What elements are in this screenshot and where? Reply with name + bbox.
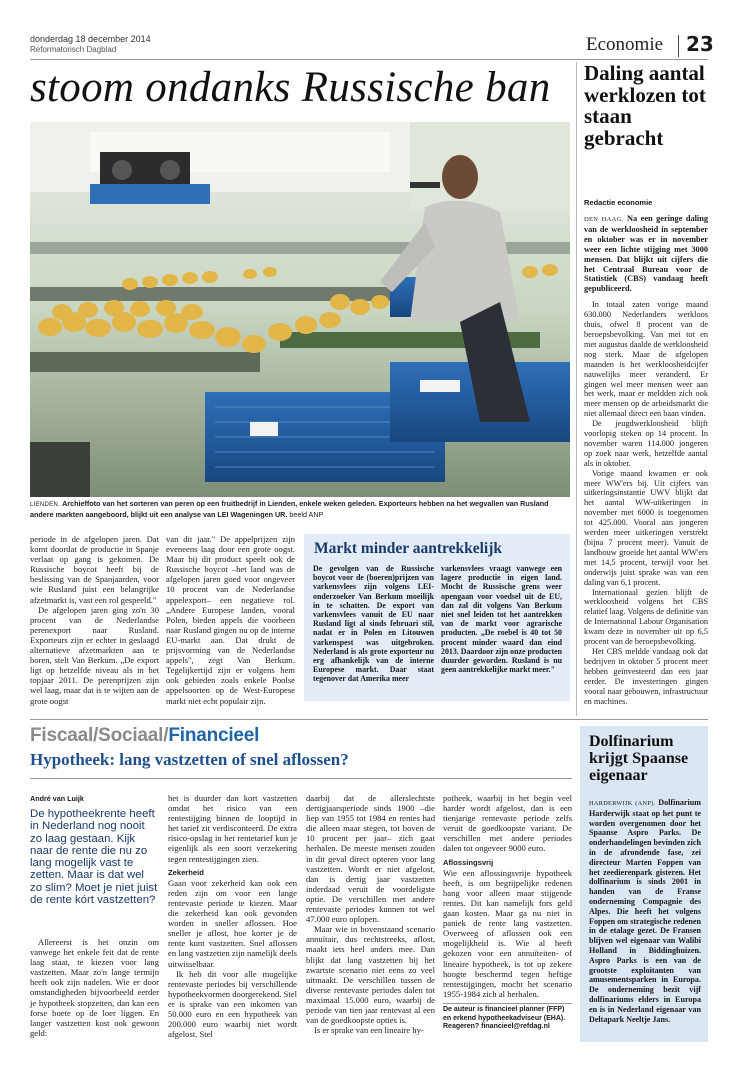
section-rule [30, 719, 708, 720]
unemployment-p4: Internationaal gezien blijft de werkloosheid volgens het CBS relatief laag. Volgens de definitie van de International Labour Organisation kwam deze in november uit op 6,5 procent van de beroepsbevolking. [584, 587, 708, 647]
fiscaal-col3-p2: Maar wie in bovenstaand scenario annuïtair, dus rechtstreeks, aflost, maakt iets heel anders mee. Dan blijkt dat lang vastzetten bij het zwartste scenario niet eens zo veel uitmaakt. De verschillen tussen de diverse rentevaste periodes dalen tot maximaal 15.000 euro, waarbij de periode van tien jaar rentevast al een van de goedkoopste opties is. [306, 924, 435, 1026]
section-divider [678, 35, 679, 57]
info-box [304, 534, 570, 701]
fiscaal-label-blue: Financieel [168, 725, 260, 746]
caption-credit: beeld ANP [289, 510, 324, 519]
main-col2-p1: van dit jaar." De appelprijzen zijn eveneens laag door een grote oogst. Maar bij dit product speelt ook de Russische boycot –het land was de afgelopen jaren goed voor ongeveer 10 procent van de Nederlandse appelexport– een negatieve rol. „Andere Europese landen, vooral Polen, bieden appels die voorheen naar Rusland gingen nu op de interne EU-markt aan. Dat drukt de prijsvorming van de Nederlandse appels", zegt Van Berkum. Tegelijkertijd zijn er volgens hem ook gebieden zoals enkele Poolse appelsoorten op de West-Europese markt niet echt populair zijn. [166, 534, 295, 706]
right-column-rule [576, 62, 577, 716]
dolfinarium-dateline: HARDERWIJK (ANP). [589, 800, 656, 807]
main-article-col2 [166, 534, 295, 706]
fiscaal-intro: De hypotheekrente heeft in Nederland nog nooit zo laag gestaan. Kijk naar de rente die nu zo lang mogelijk vast te zetten. Maar is dat wel zo slim? Moet je niet juist de rente kórt vastzetten? [30, 808, 158, 907]
box-col2: varkensvlees vraagt vanwege een lagere productie in eigen land. Mocht de Russische grens weer opengaan voor voedsel uit de EU, dan zal dit volgens Van Berkum niet snel leiden tot het aantrekken van de markt voor agrarische producten. „De roebel is 40 tot 50 procent minder waard dan eind 2013. Daardoor zijn onze producten duurder geworden. Rusland is nu geen aantrekkelijke markt meer." [441, 564, 562, 675]
box-col1: De gevolgen van de Russische boycot voor de (boeren)prijzen van varkensvlees zijn volgens LEI-onderzoeker Van Berkum moeilijk in te schatten. De export van varkensvlees vanuit de EU naar Rusland ligt al sinds februari stil, nadat er in Polen en Litouwen varkenspest was uitgebroken. Nederland is als grote exporteur nu erg afhankelijk van de interne Europese markt. Daar staat tegenover dat Amerika meer [313, 564, 434, 684]
main-article-col1 [30, 534, 159, 706]
fiscaal-col2-p1: het is duurder dan kort vastzetten omdat het risico van een rentestijging binnen de looptijd in het tarief zit verdisconteerd. De extra risico-opslag in het rentetarief kun je eigenlijk als een soort verzekering tegen rentestijgingen zien. [168, 793, 297, 864]
caption-text: Archieffoto van het sorteren van peren op een fruitbedrijf in Lienden, enkele weken geleden. Exporteurs hebben na het wegvallen van Rusland andere markten aangeboord, blijkt uit een analyse van LEI Wageningen UR. [30, 499, 549, 519]
fiscaal-author-note: De auteur is financieel planner (FFP) en erkend hypotheekadviseur (EHA). Reageren? financieel@refdag.nl [443, 1006, 566, 1031]
main-col1-p1: periode in de afgelopen jaren. Dat komt doordat de productie in Spanje verlaat op gang is gekomen. De Russische boycot heeft bij de beslissing van de Spanjaarden, voor wie Rusland juist een belangrijke afzetmarkt is, vast een rol gespeeld." [30, 534, 159, 605]
fiscaal-rule [30, 778, 572, 779]
unemployment-byline: Redactie economie [584, 198, 653, 207]
dolfinarium-body [589, 798, 701, 1024]
caption-place: LIENDEN. [30, 502, 61, 508]
unemployment-body [584, 214, 708, 706]
fiscaal-author: André van Luijk [30, 794, 84, 803]
unemployment-p5: Het CBS meldde vandaag ook dat bedrijven in oktober 5 procent meer hebben geïnvesteerd dan een jaar eerder. De investeringen gingen vooral naar gebouwen, infrastructuur en machines. [584, 646, 708, 706]
unemployment-p2: De jeugdwerkloosheid blijft voorlopig steken op 14 procent. In november waren 114.000 jongeren op zoek naar werk, hetzelfde aantal als in oktober. [584, 419, 708, 468]
main-col1-p2: De afgelopen jaren ging zo'n 30 procent van de Nederlandse perenexport naar Rusland. Exporteurs zijn er echter in geslaagd alternatieve afzetmarkten aan te boren, stelt Van Berkum. „De export ligt op hetzelfde niveau als in het topjaar 2011. De perenprijzen zijn wel laag, maar dat is te wijten aan de grote oogst [30, 604, 159, 706]
fiscaal-headline: Hypotheek: lang vastzetten of snel aflossen? [30, 750, 349, 769]
header-paper: Reformatorisch Dagblad [30, 45, 117, 54]
author-note-rule [443, 1003, 572, 1004]
fiscaal-col4-p1: potheek, waarbij in het begin veel harder wordt afgelost, dan is een tienjarige rentevaste periode zelfs veruit de goedkoopste variant. De verschillen met andere periodes dalen tot ongeveer 9000 euro. [443, 793, 572, 854]
unemployment-p1: In totaal zaten vorige maand 630.000 Nederlanders werkloos thuis, ofwel 8 procent van de beroepsbevolking. Van mei tot en met augustus daalde de werkloosheid nog sterk. Maar de afgelopen maanden is het werkloosheidcijfer nauwelijks meer veranderd. Er gingen wel meer mensen weer aan het werk, maar er meldden zich ook meer mensen op de arbeidsmarkt die niet allemaal direct een baan vinden. [584, 300, 708, 419]
fiscaal-col2-p3: Ik heb dit voor alle mogelijke rentevaste periodes bij verschillende hypotheekvormen doorgerekend. Stel er is sprake van een inkomen van 50.000 euro en een hypotheek van 200.000 euro waarbij niet wordt afgelost. Stel [168, 968, 297, 1040]
unemployment-headline: Daling aantal werklozen tot staan gebracht [584, 61, 706, 150]
fiscaal-col4-subhead: Aflossingsvrij [443, 857, 494, 867]
fiscaal-col2-subhead: Zekerheid [168, 867, 204, 877]
fiscaal-col3-p1: daarbij dat de allerslechtste dertigjaarsperiode sinds 1900 –die liep van 1955 tot 1984 en rentes had die alleen maar stegen, tot boven de 10 procent per jaar– zich gaat herhalen. De meeste mensen zouden in dit geval direct opteren voor lang vastzetten. Wordt er niet afgelost, dan is dertig jaar vastzetten inderdaad veruit de voordeligste optie. De verschillen met andere rentevaste periodes kunnen tot wel 47.000 euro oplopen. [306, 793, 435, 925]
header-date: donderdag 18 december 2014 [30, 34, 151, 44]
dolfinarium-lead: Dolfinarium Harderwijk staat op het punt te worden overgenomen door het Spaanse Aspro Parks. De onderhandelingen bevinden zich in de afrondende fase, zei directeur Marten Foppen van het zeedierenpark gisteren. Het dolfinarium is sinds 2001 in handen van de Franse onderneming Compagnie des Alpes. Die heeft het volgens Foppen om strategische redenen in de etalage gezet. De Fransen blijven wel eigenaar van Walibi Holland in Biddinghuizen. Aspro Parks is een van de grootste exploitanten van amusementsparken in Europa. De onderneming bezit vijf dolfinariums elders in Europa en is in Nederland eigenaar van Deltapark Neeltje Jans. [589, 798, 701, 1024]
unemployment-lead-text: Na een geringe daling van de werkloosheid in september en oktober was er in november weer een lichte stijging met 3000 mensen. Dat blijkt uit cijfers die het Centraal Bureau voor de Statistiek (CBS) vandaag heeft gepubliceerd. [584, 214, 709, 294]
fiscaal-col3 [306, 793, 435, 1035]
header-rule [30, 59, 708, 60]
fiscaal-col1-p1: Allereerst is het onzin om vanwege het enkele feit dat de rente laag staat, te kiezen voor lang vastzetten. Maar zo'n lange termijn heeft ook zijn nadelen. Wie er door omstandigheden bijvoorbeeld eerder je hypotheek stopzetten, dan kan een forse boete op de loer liggen. En langer vastzetten kost ook gewoon geld: [30, 937, 159, 1038]
dolfinarium-box [580, 726, 708, 1042]
page-number: 23 [686, 32, 714, 56]
fiscaal-col1 [30, 937, 159, 1038]
dolfinarium-headline: Dolfinarium krijgt Spaanse eigenaar [589, 733, 689, 784]
article-photo [30, 122, 570, 497]
unemployment-lead [584, 214, 708, 294]
box-title: Markt minder aantrekkelijk [314, 540, 503, 557]
section-title: Economie [586, 34, 664, 55]
unemployment-dateline: DEN HAAG. [584, 216, 624, 223]
photo-caption [30, 499, 570, 519]
fiscaal-label-gray: Fiscaal/Sociaal/ [30, 725, 169, 746]
fiscaal-col4 [443, 793, 572, 999]
unemployment-p3: Vorige maand kwamen er ook meer WW'ers bij. Uit cijfers van uitkeringsinstantie UWV blijkt dat het aantal WW-uitkeringen in november met 6000 is toegenomen tot 425.000. Vooral aan jongeren werden meer uitkeringen verstrekt (bijna 7 procent meer). Vanuit de landbouw groeide het aantal WW'ers met 14,5 procent, terwijl voor het onderwijs juist sprake was van een daling van 6,1 procent. [584, 468, 708, 587]
fiscaal-label [30, 725, 259, 747]
fiscaal-col3-p3: Is er sprake van een lineaire hy- [314, 1025, 424, 1036]
main-headline: stoom ondanks Russische ban [30, 64, 551, 111]
fiscaal-col2-p2: Gaan voor zekerheid kan ook een reden zijn om voor een lange rentevaste periode te kiezen. Maar die zekerheid kan ook gevonden worden in sneller aflossen. Hoe sneller je aflost, hoe korter je de rente kunt vastzetten. Snel aflossen en lang vastzetten zijn namelijk deels uitwisselbaar. [168, 877, 297, 969]
fiscaal-col2 [168, 793, 297, 1039]
fiscaal-col4-p2: Wie een aflossingsvrije hypotheek heeft, is om begrijpelijke redenen bang voor alleen maar stijgende rentes. Dit kan namelijk fors geld gaan kosten. Maar ga nu niet in paniek de rente lang vastzetten. Overweeg of aflossen ook een mogelijkheid is. Wie al heeft gekozen voor een annuïteiten- of lineaire hypotheek, is tot op zekere hoogte beschermd tegen heftige rentestijgingen, mocht het scenario 1955-1984 zich al herhalen. [443, 867, 572, 999]
